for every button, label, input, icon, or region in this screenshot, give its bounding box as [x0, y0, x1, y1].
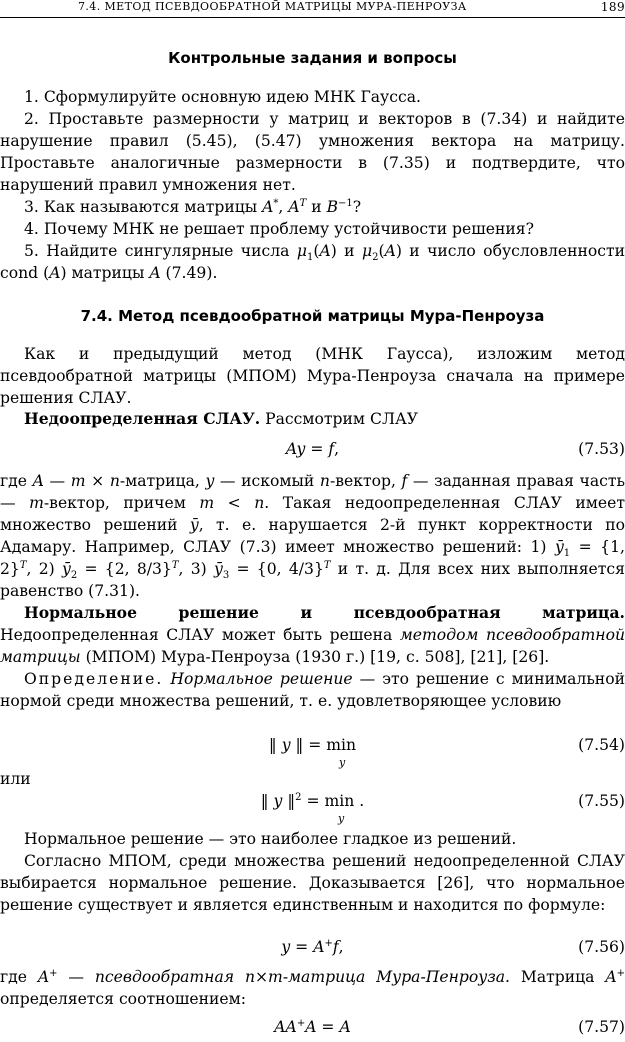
question-4: 4. Почему МНК не решает проблему устойчивости решения?: [24, 220, 534, 238]
paragraph-definitions: где A — m × n-матрица, y — искомый n-вектор, f — заданная правая часть — m-вектор, причем m < n. Такая недоопределенная СЛАУ имеет множество решений ȳ, т. е. нарушается 2-й пункт корректности по Адамару. Например, СЛАУ (7.3) имеет множество решений: 1) $ȳ_1 = \{1$, 2}$^T$, 2) $ȳ_2 = \{2$, 8/3}$^T$, 3) $ȳ_3 = \{0$, 4/3}$^T$ и т. д. Для всех них выполняется равенство (7.31).: [0, 472, 625, 600]
equation-7-56: y = A+f, (7.56): [281, 937, 625, 956]
page-number: 189: [600, 0, 625, 14]
equation-7-53: Ay = f, (7.53): [285, 440, 625, 458]
section-heading: 7.4. Метод псевдообратной матрицы Мура-Пенроуза: [80, 307, 545, 325]
pseudoinverse-paragraph: где A+ — псевдообратная n×m-матрица Мура-Пенроуза. Матрица A+ определяется соотношением:: [0, 967, 625, 1008]
or-text: или: [0, 770, 31, 788]
running-title: 7.4. МЕТОД ПСЕВДООБРАТНОЙ МАТРИЦЫ МУРА-ПЕНРОУЗА: [78, 0, 467, 13]
control-heading: Контрольные задания и вопросы: [168, 49, 457, 67]
underdetermined-paragraph: Недоопределенная СЛАУ. Рассмотрим СЛАУ: [24, 409, 419, 428]
header-rule: [0, 17, 625, 18]
question-1: 1. Сформулируйте основную идею МНК Гаусса.: [24, 88, 421, 106]
question-3: 3. Как называются матрицы A*, $A^T$ и $B^{-1}$?: [24, 197, 362, 216]
question-5: 5. Найдите сингулярные числа $\mu_1(A)$ и $\mu_2(A)$ и число обусловленности cond (A) матрицы A (7.49).: [0, 242, 625, 282]
normal-solution-paragraph: Нормальное решение и псевдообратная матрица. Недоопределенная СЛАУ может быть решена методом псевдообратной матрицы (МПОМ) Мура-Пенроуза (1930 г.) [19, с. 508], [21], [26].: [0, 603, 625, 666]
definition-paragraph: Определение. Нормальное решение — это решение с минимальной нормой среди множества решений, т. е. удовлетворяющее условию: [0, 670, 625, 710]
mpom-paragraph: Согласно МПОМ, среди множества решений недоопределенной СЛАУ выбирается нормальное решение. Доказывается [26], что нормальное решение существует и является единственным и находится по формуле:: [0, 852, 625, 914]
smooth-text: Нормальное решение — это наиболее гладкое из решений.: [24, 830, 517, 848]
question-2: 2. Проставьте размерности у матриц и векторов в (7.34) и найдите нарушение правил (5.45), (5.47) умножения вектора на матрицу. Проставьте аналогичные размерности в (7.35) и подтвердите, что нарушений правил умножения нет.: [0, 110, 625, 194]
equation-7-57: AA+A = A (7.57): [274, 1017, 625, 1036]
equation-7-55: ‖ y ‖$^2$ = min . y (7.55): [260, 791, 625, 825]
running-header: [0, 0, 625, 16]
section-intro: Как и предыдущий метод (МНК Гаусса), изложим метод псевдообратной матрицы (МПОМ) Мура-Пенроуза сначала на примере решения СЛАУ.: [0, 345, 625, 407]
equation-7-54: ‖ y ‖ = min y (7.54): [268, 736, 625, 769]
